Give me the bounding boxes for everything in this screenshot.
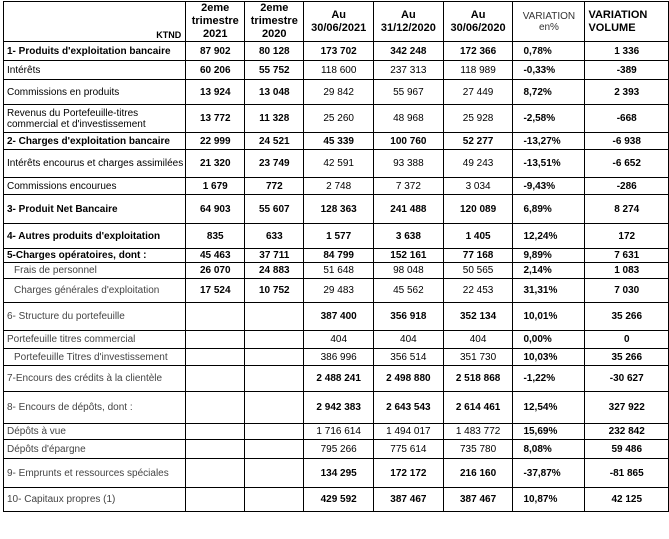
cell-30-06-2021: 429 592 xyxy=(304,488,374,512)
row-label: 10- Capitaux propres (1) xyxy=(4,488,186,512)
cell-31-12-2020: 356 918 xyxy=(374,303,444,331)
cell-q2-2021 xyxy=(186,440,245,459)
header-q2-2020: 2eme trimestre 2020 xyxy=(245,2,304,42)
cell-variation-pct: 10,87% xyxy=(513,488,585,512)
row-label: Charges générales d'exploitation xyxy=(4,279,186,303)
cell-30-06-2021: 29 483 xyxy=(304,279,374,303)
cell-31-12-2020: 152 161 xyxy=(374,249,444,263)
cell-31-12-2020: 2 498 880 xyxy=(374,366,444,392)
row-label: 4- Autres produits d'exploitation xyxy=(4,224,186,249)
cell-q2-2020 xyxy=(245,424,304,440)
cell-q2-2020 xyxy=(245,303,304,331)
table-row xyxy=(4,392,669,424)
cell-30-06-2020: 1 405 xyxy=(443,224,513,249)
cell-30-06-2020: 404 xyxy=(443,331,513,349)
cell-30-06-2021: 2 942 383 xyxy=(304,392,374,424)
cell-30-06-2021: 25 260 xyxy=(304,105,374,133)
cell-variation-pct: 12,24% xyxy=(513,224,585,249)
header-variation-pct: VARIATION en% xyxy=(513,2,585,42)
cell-q2-2020 xyxy=(245,392,304,424)
table-row xyxy=(4,80,669,105)
cell-q2-2021: 87 902 xyxy=(186,42,245,61)
row-label: Dépôts à vue xyxy=(4,424,186,440)
cell-variation-pct: 15,69% xyxy=(513,424,585,440)
cell-q2-2021: 60 206 xyxy=(186,61,245,80)
cell-variation-volume: 232 842 xyxy=(585,424,669,440)
cell-30-06-2021: 1 577 xyxy=(304,224,374,249)
cell-variation-volume: 1 083 xyxy=(585,263,669,279)
header-30-06-2020: Au 30/06/2020 xyxy=(443,2,513,42)
header-q2-2021: 2eme trimestre 2021 xyxy=(186,2,245,42)
cell-variation-pct: 10,01% xyxy=(513,303,585,331)
cell-31-12-2020: 241 488 xyxy=(374,195,444,224)
table-row xyxy=(4,263,669,279)
cell-q2-2021 xyxy=(186,459,245,488)
row-label: Commissions encourues xyxy=(4,178,186,195)
header-variation-volume: VARIATION VOLUME xyxy=(585,2,669,42)
row-label: Dépôts d'épargne xyxy=(4,440,186,459)
cell-30-06-2021: 386 996 xyxy=(304,349,374,366)
cell-30-06-2021: 1 716 614 xyxy=(304,424,374,440)
table-row xyxy=(4,459,669,488)
cell-q2-2021: 13 924 xyxy=(186,80,245,105)
cell-31-12-2020: 93 388 xyxy=(374,150,444,178)
cell-variation-pct: -9,43% xyxy=(513,178,585,195)
cell-30-06-2020: 118 989 xyxy=(443,61,513,80)
row-label: 6- Structure du portefeuille xyxy=(4,303,186,331)
cell-31-12-2020: 387 467 xyxy=(374,488,444,512)
cell-variation-pct: 9,89% xyxy=(513,249,585,263)
header-31-12-2020: Au 31/12/2020 xyxy=(374,2,444,42)
cell-variation-volume: 172 xyxy=(585,224,669,249)
cell-q2-2021 xyxy=(186,424,245,440)
financial-table xyxy=(3,1,669,512)
row-label: Frais de personnel xyxy=(4,263,186,279)
cell-q2-2020: 633 xyxy=(245,224,304,249)
cell-q2-2021: 13 772 xyxy=(186,105,245,133)
row-label: 1- Produits d'exploitation bancaire xyxy=(4,42,186,61)
cell-variation-volume: -668 xyxy=(585,105,669,133)
cell-q2-2021: 17 524 xyxy=(186,279,245,303)
cell-variation-volume: 35 266 xyxy=(585,349,669,366)
table-row xyxy=(4,488,669,512)
cell-31-12-2020: 775 614 xyxy=(374,440,444,459)
table-row xyxy=(4,105,669,133)
cell-30-06-2020: 351 730 xyxy=(443,349,513,366)
cell-30-06-2020: 49 243 xyxy=(443,150,513,178)
cell-30-06-2021: 387 400 xyxy=(304,303,374,331)
cell-variation-pct: 10,03% xyxy=(513,349,585,366)
cell-30-06-2020: 22 453 xyxy=(443,279,513,303)
table-row xyxy=(4,349,669,366)
row-label: Revenus du Portefeuille-titres commercial et d'investissement xyxy=(4,105,186,133)
table-row xyxy=(4,279,669,303)
cell-30-06-2020: 50 565 xyxy=(443,263,513,279)
cell-variation-volume: 2 393 xyxy=(585,80,669,105)
row-label: 8- Encours de dépôts, dont : xyxy=(4,392,186,424)
table-row xyxy=(4,366,669,392)
cell-q2-2021: 45 463 xyxy=(186,249,245,263)
cell-q2-2020: 80 128 xyxy=(245,42,304,61)
cell-30-06-2020: 27 449 xyxy=(443,80,513,105)
row-label: Portefeuille Titres d'investissement xyxy=(4,349,186,366)
cell-30-06-2021: 2 488 241 xyxy=(304,366,374,392)
cell-30-06-2021: 404 xyxy=(304,331,374,349)
cell-variation-pct: -13,27% xyxy=(513,133,585,150)
cell-q2-2021: 21 320 xyxy=(186,150,245,178)
cell-30-06-2020: 25 928 xyxy=(443,105,513,133)
header-row xyxy=(4,2,669,42)
cell-variation-volume: -6 652 xyxy=(585,150,669,178)
cell-q2-2020: 55 752 xyxy=(245,61,304,80)
cell-q2-2021 xyxy=(186,331,245,349)
cell-31-12-2020: 237 313 xyxy=(374,61,444,80)
cell-q2-2021 xyxy=(186,366,245,392)
row-label: Portefeuille titres commercial xyxy=(4,331,186,349)
cell-31-12-2020: 2 643 543 xyxy=(374,392,444,424)
table-row xyxy=(4,178,669,195)
cell-30-06-2020: 2 518 868 xyxy=(443,366,513,392)
cell-variation-pct: 2,14% xyxy=(513,263,585,279)
cell-q2-2020: 13 048 xyxy=(245,80,304,105)
cell-30-06-2020: 3 034 xyxy=(443,178,513,195)
cell-variation-pct: -13,51% xyxy=(513,150,585,178)
row-label: Intérêts encourus et charges assimilées xyxy=(4,150,186,178)
cell-30-06-2021: 128 363 xyxy=(304,195,374,224)
cell-q2-2020: 24 883 xyxy=(245,263,304,279)
cell-variation-pct: 31,31% xyxy=(513,279,585,303)
cell-q2-2021 xyxy=(186,392,245,424)
cell-30-06-2021: 45 339 xyxy=(304,133,374,150)
table-row xyxy=(4,303,669,331)
cell-q2-2020 xyxy=(245,440,304,459)
cell-variation-volume: 35 266 xyxy=(585,303,669,331)
cell-q2-2020: 11 328 xyxy=(245,105,304,133)
cell-30-06-2021: 173 702 xyxy=(304,42,374,61)
cell-q2-2021: 26 070 xyxy=(186,263,245,279)
cell-31-12-2020: 7 372 xyxy=(374,178,444,195)
cell-variation-volume: 7 631 xyxy=(585,249,669,263)
cell-q2-2020: 24 521 xyxy=(245,133,304,150)
table-row xyxy=(4,195,669,224)
table-row xyxy=(4,150,669,178)
cell-31-12-2020: 48 968 xyxy=(374,105,444,133)
cell-variation-volume: -286 xyxy=(585,178,669,195)
cell-variation-volume: 0 xyxy=(585,331,669,349)
cell-31-12-2020: 404 xyxy=(374,331,444,349)
cell-variation-pct: 8,72% xyxy=(513,80,585,105)
cell-30-06-2020: 352 134 xyxy=(443,303,513,331)
header-30-06-2021: Au 30/06/2021 xyxy=(304,2,374,42)
cell-variation-pct: 6,89% xyxy=(513,195,585,224)
cell-q2-2020 xyxy=(245,488,304,512)
cell-q2-2021: 64 903 xyxy=(186,195,245,224)
row-label: Intérêts xyxy=(4,61,186,80)
cell-30-06-2021: 134 295 xyxy=(304,459,374,488)
row-label: 9- Emprunts et ressources spéciales xyxy=(4,459,186,488)
row-label: 5-Charges opératoires, dont : xyxy=(4,249,186,263)
cell-q2-2020: 37 711 xyxy=(245,249,304,263)
cell-variation-pct: 0,00% xyxy=(513,331,585,349)
cell-31-12-2020: 98 048 xyxy=(374,263,444,279)
cell-30-06-2020: 172 366 xyxy=(443,42,513,61)
cell-q2-2021: 1 679 xyxy=(186,178,245,195)
cell-variation-volume: 8 274 xyxy=(585,195,669,224)
cell-30-06-2020: 387 467 xyxy=(443,488,513,512)
cell-q2-2020 xyxy=(245,366,304,392)
cell-q2-2021: 835 xyxy=(186,224,245,249)
cell-q2-2021 xyxy=(186,488,245,512)
row-label: 2- Charges d'exploitation bancaire xyxy=(4,133,186,150)
table-row xyxy=(4,249,669,263)
cell-q2-2020: 23 749 xyxy=(245,150,304,178)
table-row xyxy=(4,424,669,440)
table-row xyxy=(4,42,669,61)
cell-q2-2021 xyxy=(186,349,245,366)
cell-31-12-2020: 55 967 xyxy=(374,80,444,105)
cell-variation-volume: -389 xyxy=(585,61,669,80)
cell-q2-2020 xyxy=(245,459,304,488)
cell-30-06-2020: 1 483 772 xyxy=(443,424,513,440)
cell-30-06-2021: 42 591 xyxy=(304,150,374,178)
cell-30-06-2021: 84 799 xyxy=(304,249,374,263)
row-label: 7-Encours des crédits à la clientèle xyxy=(4,366,186,392)
cell-q2-2020 xyxy=(245,349,304,366)
cell-variation-pct: -1,22% xyxy=(513,366,585,392)
table-row xyxy=(4,133,669,150)
cell-variation-pct: -0,33% xyxy=(513,61,585,80)
cell-q2-2021 xyxy=(186,303,245,331)
cell-variation-pct: 0,78% xyxy=(513,42,585,61)
cell-q2-2020 xyxy=(245,331,304,349)
cell-30-06-2020: 52 277 xyxy=(443,133,513,150)
table-row xyxy=(4,61,669,80)
cell-variation-volume: 42 125 xyxy=(585,488,669,512)
row-label: 3- Produit Net Bancaire xyxy=(4,195,186,224)
cell-variation-volume: -81 865 xyxy=(585,459,669,488)
cell-31-12-2020: 100 760 xyxy=(374,133,444,150)
table-row xyxy=(4,440,669,459)
cell-31-12-2020: 1 494 017 xyxy=(374,424,444,440)
cell-30-06-2021: 29 842 xyxy=(304,80,374,105)
cell-30-06-2021: 2 748 xyxy=(304,178,374,195)
cell-variation-volume: 7 030 xyxy=(585,279,669,303)
cell-variation-pct: -2,58% xyxy=(513,105,585,133)
ktnd-label: KTND xyxy=(4,2,186,42)
cell-30-06-2020: 735 780 xyxy=(443,440,513,459)
cell-q2-2020: 10 752 xyxy=(245,279,304,303)
cell-q2-2020: 772 xyxy=(245,178,304,195)
cell-variation-pct: -37,87% xyxy=(513,459,585,488)
row-label: Commissions en produits xyxy=(4,80,186,105)
cell-variation-volume: 1 336 xyxy=(585,42,669,61)
cell-30-06-2020: 120 089 xyxy=(443,195,513,224)
cell-30-06-2021: 795 266 xyxy=(304,440,374,459)
cell-30-06-2020: 216 160 xyxy=(443,459,513,488)
cell-30-06-2021: 51 648 xyxy=(304,263,374,279)
cell-31-12-2020: 356 514 xyxy=(374,349,444,366)
cell-31-12-2020: 342 248 xyxy=(374,42,444,61)
cell-q2-2020: 55 607 xyxy=(245,195,304,224)
table-row xyxy=(4,331,669,349)
cell-30-06-2021: 118 600 xyxy=(304,61,374,80)
cell-variation-volume: 327 922 xyxy=(585,392,669,424)
cell-variation-volume: 59 486 xyxy=(585,440,669,459)
table-row xyxy=(4,224,669,249)
cell-31-12-2020: 172 172 xyxy=(374,459,444,488)
cell-variation-pct: 12,54% xyxy=(513,392,585,424)
cell-31-12-2020: 45 562 xyxy=(374,279,444,303)
cell-variation-pct: 8,08% xyxy=(513,440,585,459)
cell-31-12-2020: 3 638 xyxy=(374,224,444,249)
cell-q2-2021: 22 999 xyxy=(186,133,245,150)
cell-variation-volume: -30 627 xyxy=(585,366,669,392)
cell-30-06-2020: 77 168 xyxy=(443,249,513,263)
cell-variation-volume: -6 938 xyxy=(585,133,669,150)
cell-30-06-2020: 2 614 461 xyxy=(443,392,513,424)
